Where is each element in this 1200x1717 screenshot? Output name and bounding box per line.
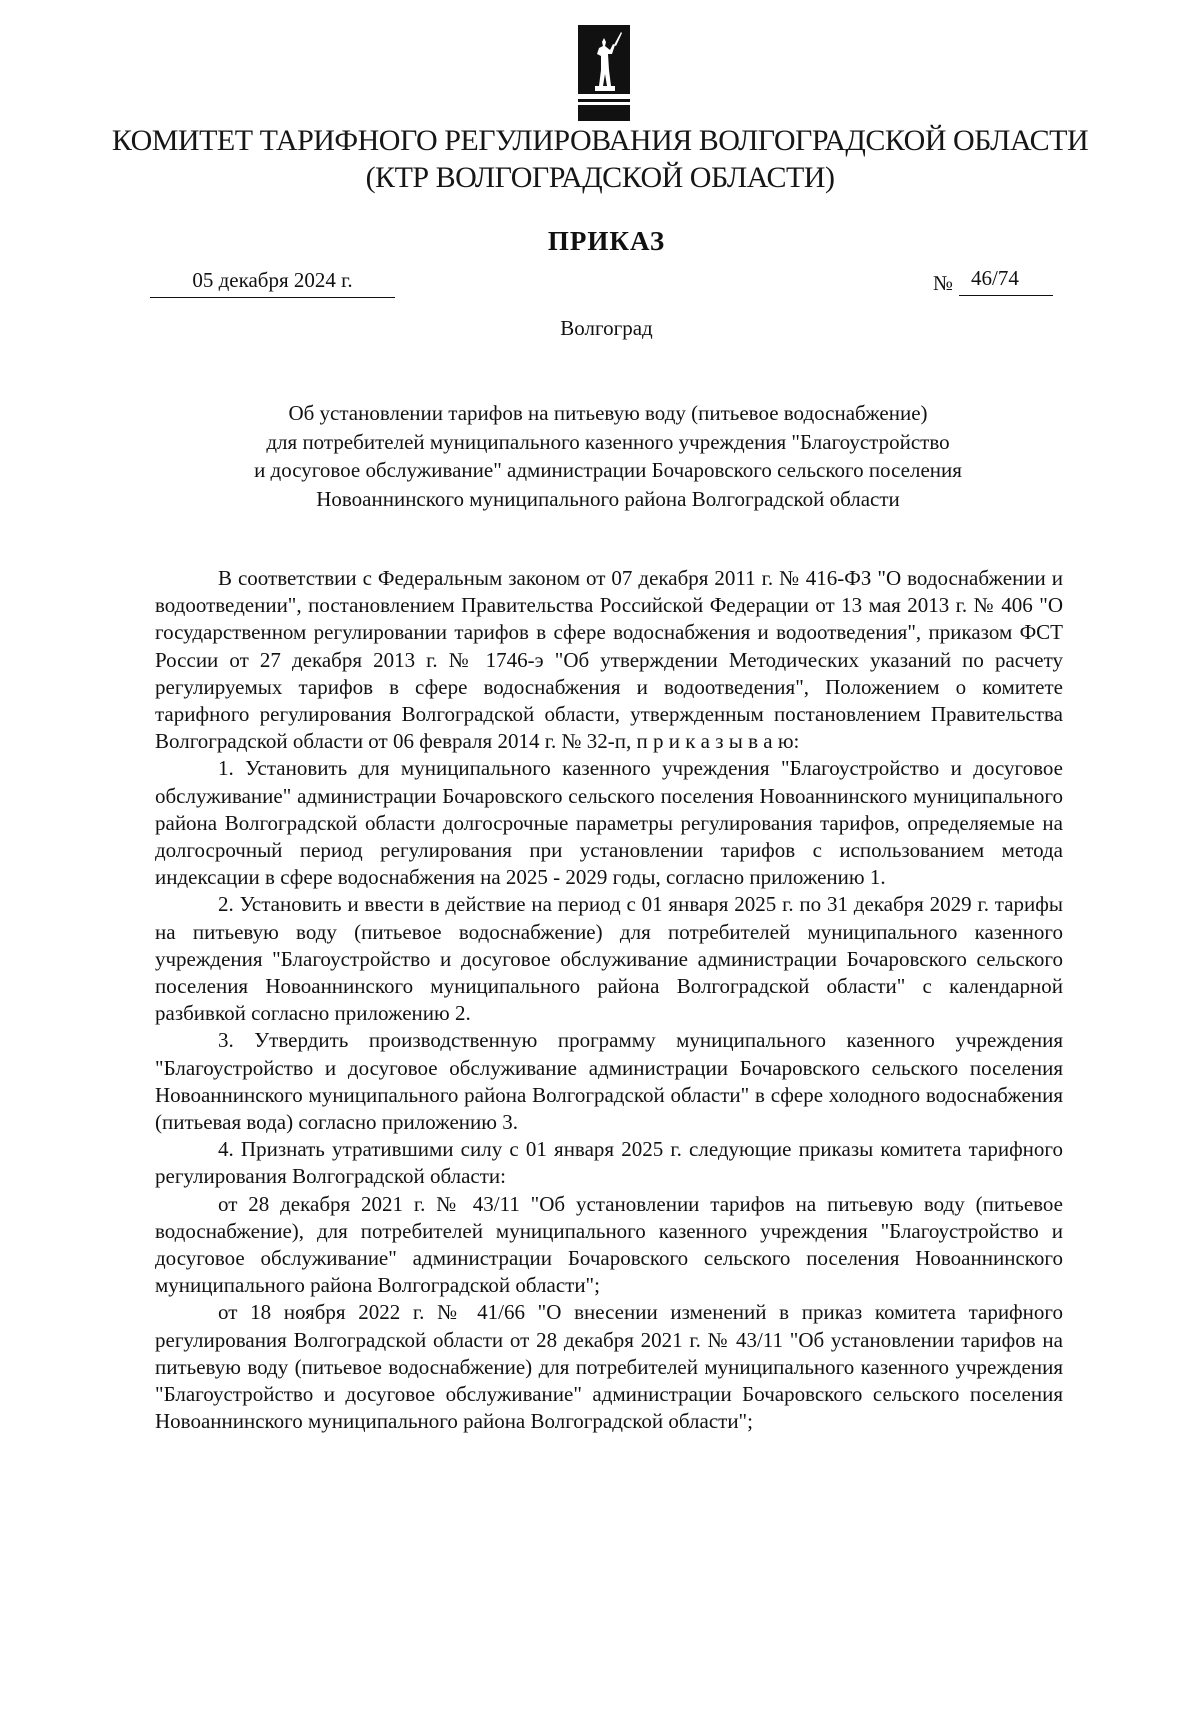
subject-line: для потребителей муниципального казенного учреждения "Благоустройство: [266, 429, 950, 454]
order-subject: [150, 399, 1066, 513]
document-title: ПРИКАЗ: [547, 226, 666, 256]
body-paragraph-repealed-order-1: от 28 декабря 2021 г. № 43/11 "Об установлении тарифов на питьевую воду (питьевое водоснабжение), для потребителей муниципального казенного учреждения "Благоустройство и досуговое обслуживание" администрации Бочаровского сельского поселения Новоаннинского муниципального района Волгоградской области";: [155, 1191, 1063, 1298]
order-date-text: 05 декабря 2024 г.: [192, 268, 353, 292]
body-paragraph-item-2: 2. Установить и ввести в действие на период с 01 января 2025 г. по 31 декабря 2029 г. тарифы на питьевую воду (питьевое водоснабжение) для потребителей муниципального казенного учреждения "Благоустройство и досуговое обслуживание администрации Бочаровского сельского поселения Новоаннинского муниципального района Волгоградской области" с календарной разбивкой согласно приложению 2.: [155, 892, 1063, 1026]
order-number-value: 46/74: [959, 266, 1053, 296]
subject-line: и досуговое обслуживание" администрации Бочаровского сельского поселения: [254, 458, 962, 482]
order-date: [150, 268, 395, 298]
body-paragraph-item-4: 4. Признать утратившими силу с 01 января 2025 г. следующие приказы комитета тарифного регулирования Волгоградской области:: [155, 1137, 1063, 1189]
organization-name: [0, 122, 1200, 196]
org-name-line-1: КОМИТЕТ ТАРИФНОГО РЕГУЛИРОВАНИЯ ВОЛГОГРАДСКОЙ ОБЛАСТИ: [111, 124, 1089, 157]
body-paragraph-item-1: 1. Установить для муниципального казенного учреждения "Благоустройство и досуговое обслуживание" администрации Бочаровского сельского поселения Новоаннинского муниципального района Волгоградской области долгосрочные параметры регулирования тарифов, определяемые на долгосрочный период регулирования при установлении тарифов с использованием метода индексации в сфере водоснабжения на 2025 - 2029 годы, согласно приложению 1.: [155, 756, 1063, 890]
order-body: [155, 565, 1063, 1436]
number-sign: №: [933, 271, 954, 295]
org-name-line-2: (КТР ВОЛГОГРАДСКОЙ ОБЛАСТИ): [365, 161, 835, 194]
coat-of-arms-icon: [577, 24, 631, 122]
body-paragraph-preamble: В соответствии с Федеральным законом от 07 декабря 2011 г. № 416-ФЗ "О водоснабжении и водоотведении", постановлением Правительства Российской Федерации от 13 мая 2013 г. № 406 "О государственном регулировании тарифов в сфере водоснабжения и водоотведения", приказом ФСТ России от 27 декабря 2013 г. № 1746-э "Об утверждении Методических указаний по расчету регулируемых тарифов в сфере водоснабжения и водоотведения", Положением о комитете тарифного регулирования Волгоградской области, утвержденным постановлением Правительства Волгоградской области от 06 февраля 2014 г. № 32-п, п р и к а з ы в а ю:: [155, 566, 1063, 754]
city: Волгоград: [560, 316, 653, 340]
body-paragraph-repealed-order-2: от 18 ноября 2022 г. № 41/66 "О внесении изменений в приказ комитета тарифного регулирования Волгоградской области от 28 декабря 2021 г. № 43/11 "Об установлении тарифов на питьевую воду (питьевое водоснабжение) для потребителей муниципального казенного учреждения "Благоустройство и досуговое обслуживание" администрации Бочаровского сельского поселения Новоаннинского муниципального района Волгоградской области";: [155, 1300, 1063, 1434]
body-paragraph-item-3: 3. Утвердить производственную программу муниципального казенного учреждения "Благоустройство и досуговое обслуживание администрации Бочаровского сельского поселения Новоаннинского муниципального района Волгоградской области" в сфере холодного водоснабжения (питьевая вода) согласно приложению 3.: [155, 1028, 1063, 1135]
subject-line: Новоаннинского муниципального района Волгоградской области: [316, 486, 900, 511]
subject-line: Об установлении тарифов на питьевую воду (питьевое водоснабжение): [288, 401, 928, 425]
order-number: [933, 266, 1053, 296]
